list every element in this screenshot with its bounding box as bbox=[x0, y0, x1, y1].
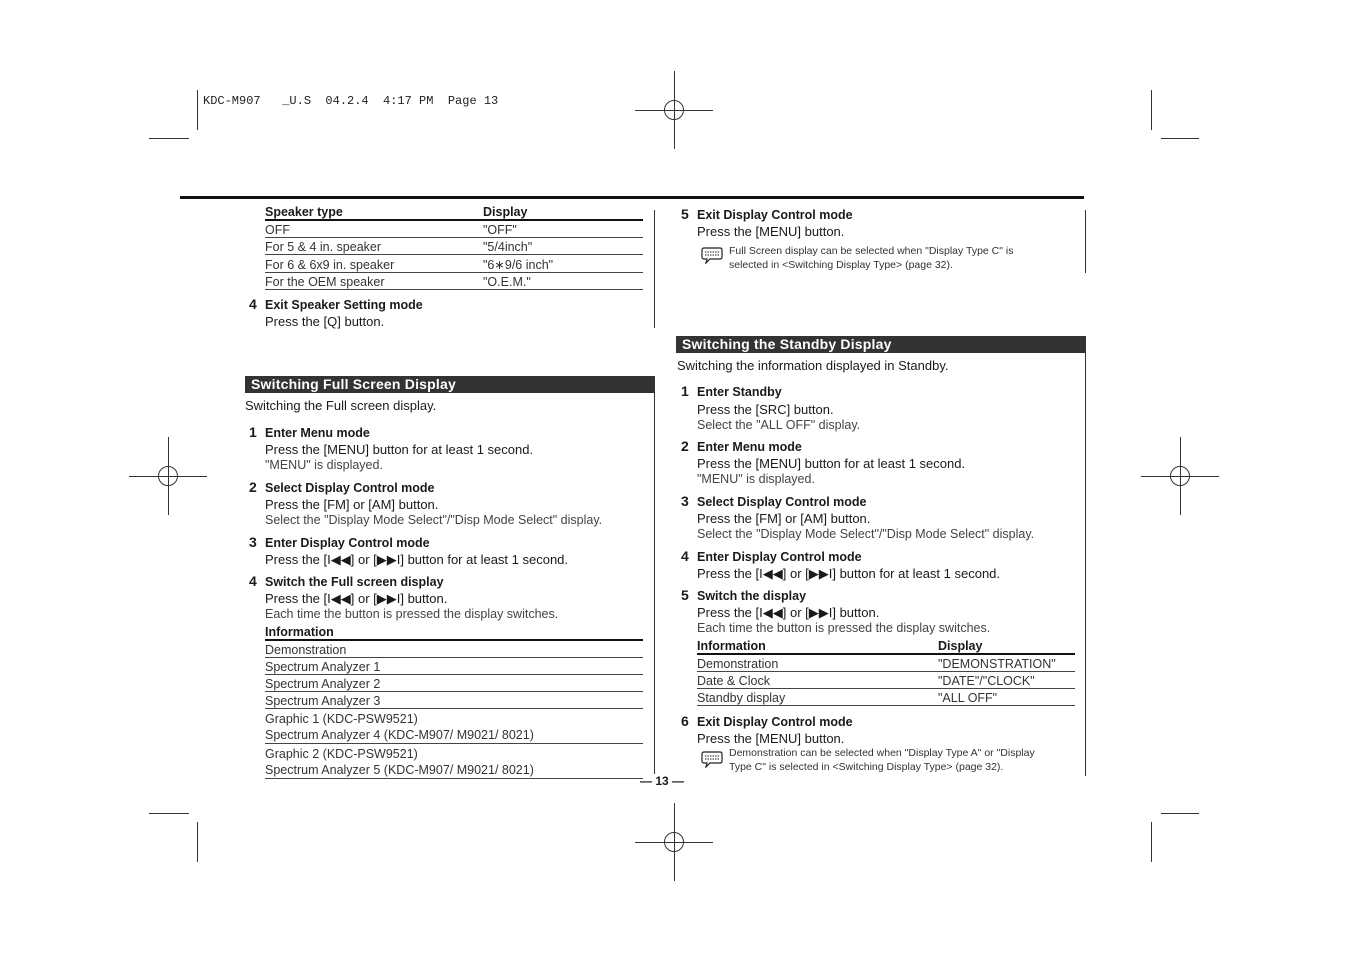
table-cell: "O.E.M." bbox=[483, 273, 643, 290]
step-number: 2 bbox=[681, 438, 689, 454]
step-subtext: Select the "Display Mode Select"/"Disp Mode Select" display. bbox=[697, 527, 1035, 541]
table-cell-line: Graphic 1 (KDC-PSW9521) bbox=[265, 712, 418, 726]
table-header: Display bbox=[938, 638, 1075, 654]
table-cell: For the OEM speaker bbox=[265, 273, 483, 290]
speaker-type-table bbox=[265, 204, 643, 290]
table-header: Information bbox=[265, 624, 643, 640]
information-table bbox=[265, 624, 643, 779]
step-title: Switch the display bbox=[697, 589, 807, 603]
column-divider bbox=[1085, 336, 1086, 776]
step-title: Exit Display Control mode bbox=[697, 715, 853, 729]
step-text: Press the [I◀◀] or [▶▶I] button. bbox=[265, 591, 448, 606]
step-number: 1 bbox=[249, 424, 257, 440]
table-row bbox=[265, 692, 643, 709]
step-title: Enter Standby bbox=[697, 385, 782, 399]
crop-mark bbox=[197, 822, 198, 862]
step-text: Press the [I◀◀] or [▶▶I] button for at least 1 second. bbox=[265, 552, 569, 567]
step-text: Press the [MENU] button for at least 1 second. bbox=[265, 442, 534, 457]
page-number: — 13 — bbox=[640, 774, 685, 788]
table-row bbox=[265, 255, 643, 273]
step-number: 5 bbox=[681, 206, 689, 222]
section-intro: Switching the Full screen display. bbox=[245, 398, 437, 413]
crop-mark bbox=[1151, 90, 1152, 130]
step-text: Press the [FM] or [AM] button. bbox=[697, 511, 871, 526]
step-text: Press the [MENU] button for at least 1 second. bbox=[697, 456, 966, 471]
table-cell bbox=[265, 709, 643, 744]
step-subtext: "MENU" is displayed. bbox=[697, 472, 815, 486]
table-cell: Demonstration bbox=[697, 654, 938, 672]
step-text: Press the [I◀◀] or [▶▶I] button for at least 1 second. bbox=[697, 566, 1001, 581]
crop-mark bbox=[197, 90, 198, 130]
table-row bbox=[265, 238, 643, 255]
note-icon bbox=[701, 750, 723, 768]
table-row bbox=[697, 689, 1075, 706]
step-title: Enter Menu mode bbox=[697, 440, 802, 454]
step-subtext: Select the "ALL OFF" display. bbox=[697, 418, 861, 432]
step-title: Enter Display Control mode bbox=[697, 550, 862, 564]
table-cell: "DATE"/"CLOCK" bbox=[938, 672, 1075, 689]
table-row bbox=[265, 709, 643, 744]
table-header: Information bbox=[697, 638, 938, 654]
step-number: 4 bbox=[249, 573, 257, 589]
table-cell-line: Graphic 2 (KDC-PSW9521) bbox=[265, 747, 418, 761]
table-header: Display bbox=[483, 204, 643, 220]
section-banner: Switching the Standby Display bbox=[676, 336, 1086, 353]
note-line: Full Screen display can be selected when "Display Type C" is bbox=[729, 245, 1014, 257]
step-title: Select Display Control mode bbox=[697, 495, 867, 509]
section-banner: Switching Full Screen Display bbox=[245, 376, 654, 393]
step-number: 4 bbox=[249, 296, 257, 312]
crop-mark bbox=[149, 813, 189, 814]
print-slug: KDC-M907 _U.S 04.2.4 4:17 PM Page 13 bbox=[203, 94, 499, 108]
note-text bbox=[729, 244, 1013, 272]
step-number: 1 bbox=[681, 383, 689, 399]
step-subtext: "MENU" is displayed. bbox=[265, 458, 383, 472]
step-text: Press the [Q] button. bbox=[265, 314, 385, 329]
table-cell: "ALL OFF" bbox=[938, 689, 1075, 706]
note-line: selected in <Switching Display Type> (page 32). bbox=[729, 259, 953, 271]
table-cell: For 6 & 6x9 in. speaker bbox=[265, 255, 483, 273]
table-cell: "DEMONSTRATION" bbox=[938, 654, 1075, 672]
table-cell: "OFF" bbox=[483, 220, 643, 238]
crop-mark bbox=[1151, 822, 1152, 862]
table-row bbox=[265, 273, 643, 290]
table-cell: "6∗9/6 inch" bbox=[483, 255, 643, 273]
column-divider bbox=[654, 210, 655, 328]
table-cell bbox=[265, 744, 643, 779]
step-title: Exit Display Control mode bbox=[697, 208, 853, 222]
step-text: Press the [MENU] button. bbox=[697, 224, 845, 239]
note-line: Demonstration can be selected when "Display Type A" or "Display bbox=[729, 747, 1035, 759]
step-text: Press the [MENU] button. bbox=[697, 731, 845, 746]
table-cell: Spectrum Analyzer 3 bbox=[265, 692, 643, 709]
table-cell: OFF bbox=[265, 220, 483, 238]
step-text: Press the [FM] or [AM] button. bbox=[265, 497, 439, 512]
table-cell-line: Spectrum Analyzer 5 (KDC-M907/ M9021/ 8021) bbox=[265, 763, 534, 777]
table-cell-line: Spectrum Analyzer 4 (KDC-M907/ M9021/ 8021) bbox=[265, 728, 534, 742]
table-cell: Spectrum Analyzer 2 bbox=[265, 675, 643, 692]
top-rule bbox=[180, 196, 1084, 199]
table-row bbox=[265, 658, 643, 675]
note-line: Type C" is selected in <Switching Display Type> (page 32). bbox=[729, 761, 1004, 773]
step-number: 6 bbox=[681, 713, 689, 729]
step-title: Enter Menu mode bbox=[265, 426, 370, 440]
step-title: Enter Display Control mode bbox=[265, 536, 430, 550]
table-cell: For 5 & 4 in. speaker bbox=[265, 238, 483, 255]
crop-mark bbox=[149, 138, 189, 139]
step-number: 4 bbox=[681, 548, 689, 564]
step-subtext: Select the "Display Mode Select"/"Disp Mode Select" display. bbox=[265, 513, 603, 527]
table-cell: Spectrum Analyzer 1 bbox=[265, 658, 643, 675]
step-number: 3 bbox=[681, 493, 689, 509]
section-intro: Switching the information displayed in Standby. bbox=[677, 358, 949, 373]
table-cell: Demonstration bbox=[265, 640, 643, 658]
table-cell: Date & Clock bbox=[697, 672, 938, 689]
table-row bbox=[697, 672, 1075, 689]
note-icon bbox=[701, 246, 723, 264]
table-cell: "5/4inch" bbox=[483, 238, 643, 255]
column-divider bbox=[1085, 210, 1086, 273]
table-cell: Standby display bbox=[697, 689, 938, 706]
standby-display-table bbox=[697, 638, 1075, 706]
step-subtext: Each time the button is pressed the display switches. bbox=[697, 621, 991, 635]
step-number: 2 bbox=[249, 479, 257, 495]
table-row bbox=[697, 654, 1075, 672]
step-title: Select Display Control mode bbox=[265, 481, 435, 495]
table-row bbox=[265, 640, 643, 658]
column-divider bbox=[654, 392, 655, 774]
step-text: Press the [SRC] button. bbox=[697, 402, 834, 417]
step-number: 5 bbox=[681, 587, 689, 603]
table-row bbox=[265, 744, 643, 779]
crop-mark bbox=[1161, 813, 1199, 814]
step-number: 3 bbox=[249, 534, 257, 550]
step-text: Press the [I◀◀] or [▶▶I] button. bbox=[697, 605, 880, 620]
table-header: Speaker type bbox=[265, 204, 483, 220]
step-title: Switch the Full screen display bbox=[265, 575, 444, 589]
crop-mark bbox=[1161, 138, 1199, 139]
note-text bbox=[729, 746, 1074, 774]
table-row bbox=[265, 675, 643, 692]
step-title: Exit Speaker Setting mode bbox=[265, 298, 423, 312]
step-subtext: Each time the button is pressed the display switches. bbox=[265, 607, 559, 621]
table-row bbox=[265, 220, 643, 238]
column-divider bbox=[654, 376, 655, 393]
